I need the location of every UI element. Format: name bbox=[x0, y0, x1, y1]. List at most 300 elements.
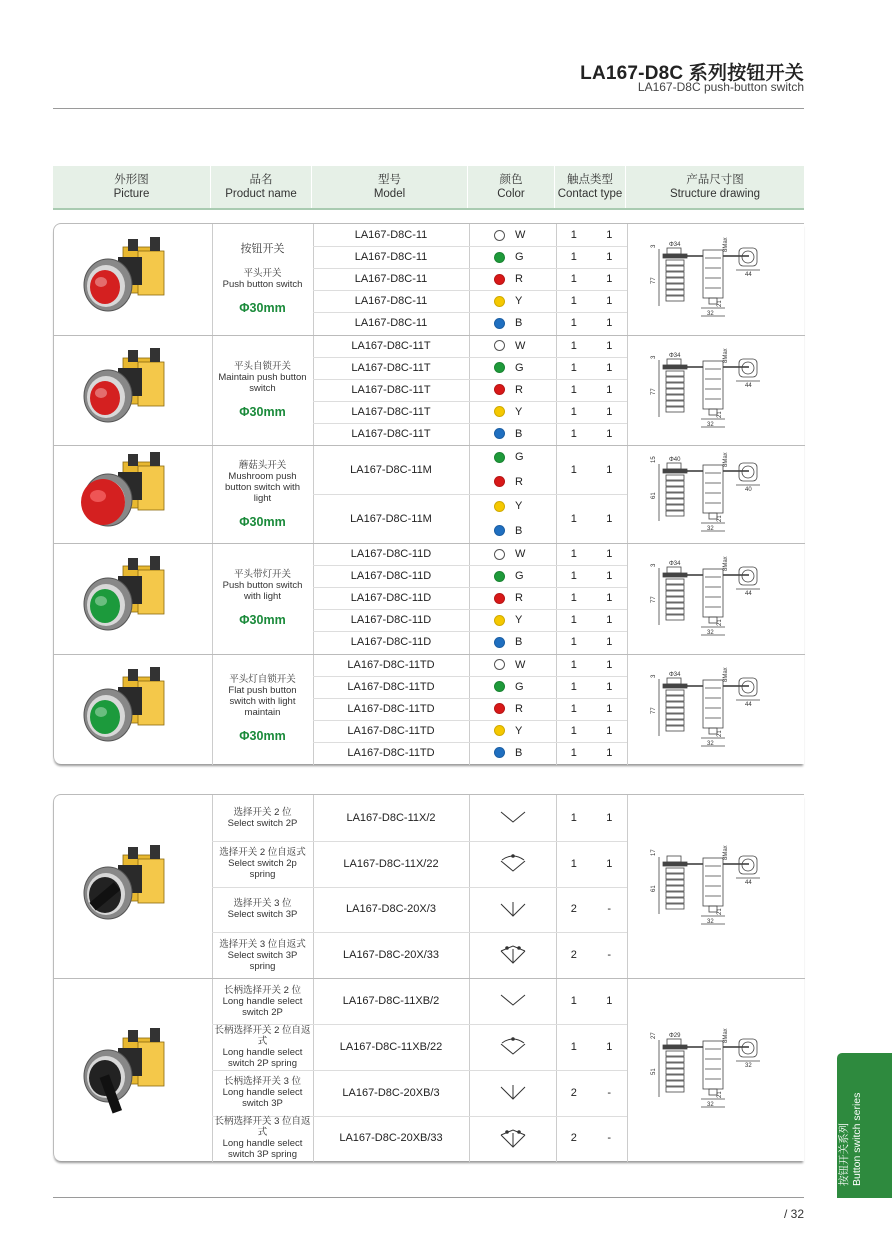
contact-cell bbox=[556, 268, 627, 290]
contact-nc: 1 bbox=[606, 361, 613, 374]
contact-nc: 1 bbox=[606, 658, 613, 671]
product-name bbox=[212, 978, 313, 1024]
contact-cell bbox=[556, 379, 627, 401]
position-symbol-icon bbox=[498, 944, 528, 966]
product-name bbox=[212, 224, 313, 335]
series-side-tab bbox=[837, 1053, 892, 1198]
color-code: R bbox=[515, 273, 523, 286]
svg-text:Φ34: Φ34 bbox=[669, 352, 681, 359]
contact-cell bbox=[556, 587, 627, 609]
contact-nc: 1 bbox=[606, 463, 613, 476]
product-size: Φ30mm bbox=[239, 514, 286, 529]
contact-nc: 1 bbox=[606, 548, 613, 561]
svg-text:21: 21 bbox=[717, 515, 723, 522]
color-cell bbox=[469, 423, 556, 445]
selector-switch-photo bbox=[78, 837, 188, 937]
contact-cell bbox=[556, 631, 627, 653]
contact-cell bbox=[556, 887, 627, 933]
contact-cell bbox=[556, 290, 627, 312]
color-cell bbox=[469, 742, 556, 764]
product-size: Φ30mm bbox=[239, 404, 286, 419]
contact-cell bbox=[556, 742, 627, 764]
model-cell: LA167-D8C-11M bbox=[350, 463, 432, 476]
contact-no: 1 bbox=[570, 614, 577, 627]
contact-nc: 1 bbox=[606, 702, 613, 715]
color-cell bbox=[469, 543, 556, 565]
svg-text:8Max: 8Max bbox=[723, 452, 729, 467]
product-name-text: 选择开关 3 位自返式 Select switch 3P spring bbox=[219, 938, 306, 972]
svg-text:Φ34: Φ34 bbox=[669, 671, 681, 678]
product-name-text: 长柄选择开关 3 位 Long handle select switch 3P bbox=[222, 1076, 303, 1110]
model-cell: LA167-D8C-11 bbox=[354, 273, 428, 286]
product-name-text: 长柄选择开关 3 位自返式 Long handle select switch 3P spring bbox=[214, 1116, 311, 1161]
color-cell bbox=[469, 312, 556, 334]
product-name bbox=[212, 1116, 313, 1162]
color-cell bbox=[469, 224, 556, 246]
color-code: G bbox=[515, 361, 524, 374]
svg-text:32: 32 bbox=[707, 526, 714, 532]
page-title: LA167-D8C 系列按钮开关 bbox=[580, 63, 804, 84]
model-cell: LA167-D8C-11TD bbox=[347, 702, 435, 715]
color-code: R bbox=[515, 383, 523, 396]
color-code: R bbox=[515, 592, 523, 605]
contact-nc: - bbox=[607, 949, 612, 962]
contact-no: 1 bbox=[570, 512, 577, 525]
color-cell bbox=[469, 609, 556, 631]
contact-no: 1 bbox=[570, 405, 577, 418]
structure-drawing bbox=[641, 449, 791, 539]
color-dot bbox=[494, 703, 505, 714]
model-cell: LA167-D8C-11X/22 bbox=[343, 857, 439, 870]
contact-cell bbox=[556, 609, 627, 631]
svg-text:8Max: 8Max bbox=[723, 348, 729, 363]
contact-cell bbox=[556, 357, 627, 379]
svg-text:17: 17 bbox=[651, 848, 657, 856]
svg-text:Φ29: Φ29 bbox=[669, 1032, 681, 1039]
color-cell bbox=[469, 290, 556, 312]
contact-nc: 1 bbox=[606, 405, 613, 418]
model-cell: LA167-D8C-11 bbox=[354, 229, 428, 242]
model-cell: LA167-D8C-11M bbox=[350, 512, 432, 525]
contact-cell bbox=[556, 795, 627, 841]
color-code: G bbox=[515, 251, 524, 264]
color-dot bbox=[494, 428, 505, 439]
contact-cell bbox=[556, 978, 627, 1024]
color-code: G bbox=[515, 680, 524, 693]
color-dot bbox=[494, 615, 505, 626]
svg-text:32: 32 bbox=[745, 1062, 752, 1069]
contact-nc: - bbox=[607, 1132, 612, 1145]
svg-text:44: 44 bbox=[745, 701, 752, 708]
contact-nc: 1 bbox=[606, 995, 613, 1008]
contact-nc: 1 bbox=[606, 592, 613, 605]
color-code: G bbox=[515, 451, 524, 464]
svg-text:3: 3 bbox=[651, 355, 657, 359]
contact-no: 1 bbox=[570, 570, 577, 583]
contact-no: 1 bbox=[570, 463, 577, 476]
color-code: B bbox=[515, 524, 523, 537]
contact-no: 1 bbox=[570, 383, 577, 396]
contact-nc: 1 bbox=[606, 229, 613, 242]
color-dot bbox=[494, 230, 505, 241]
color-code: R bbox=[515, 475, 523, 488]
svg-text:21: 21 bbox=[717, 1091, 723, 1098]
contact-cell bbox=[556, 423, 627, 445]
contact-cell bbox=[556, 932, 627, 978]
color-cell bbox=[469, 379, 556, 401]
color-dot bbox=[494, 252, 505, 263]
svg-text:8Max: 8Max bbox=[723, 667, 729, 682]
color-option bbox=[494, 451, 524, 463]
svg-text:77: 77 bbox=[651, 277, 657, 285]
color-code: B bbox=[515, 317, 523, 330]
product-name bbox=[212, 445, 313, 543]
contact-nc: 1 bbox=[606, 295, 613, 308]
push-button-photo bbox=[78, 548, 188, 648]
model-cell: LA167-D8C-11XB/22 bbox=[339, 1040, 443, 1053]
svg-text:3: 3 bbox=[651, 674, 657, 678]
contact-cell bbox=[556, 445, 627, 494]
color-dot bbox=[494, 296, 505, 307]
color-option bbox=[494, 525, 522, 537]
model-cell: LA167-D8C-11TD bbox=[347, 746, 435, 759]
color-dot bbox=[494, 274, 505, 285]
model-cell: LA167-D8C-11TD bbox=[347, 724, 435, 737]
model-cell: LA167-D8C-11 bbox=[354, 295, 428, 308]
contact-cell bbox=[556, 1070, 627, 1116]
product-name-en: 平头开关 Push button switch bbox=[222, 268, 303, 291]
position-symbol-icon bbox=[498, 990, 528, 1012]
color-code: R bbox=[515, 702, 523, 715]
structure-drawing bbox=[641, 234, 791, 324]
push-button-photo bbox=[78, 659, 188, 759]
color-dot bbox=[494, 549, 505, 560]
color-code: W bbox=[515, 548, 526, 561]
svg-text:32: 32 bbox=[707, 630, 714, 637]
contact-cell bbox=[556, 246, 627, 268]
contact-nc: 1 bbox=[606, 339, 613, 352]
svg-text:32: 32 bbox=[707, 740, 714, 747]
svg-text:21: 21 bbox=[717, 300, 723, 308]
contact-no: 1 bbox=[570, 361, 577, 374]
contact-cell bbox=[556, 494, 627, 543]
model-cell: LA167-D8C-11T bbox=[351, 427, 431, 440]
color-option bbox=[494, 476, 523, 488]
header-picture: 外形图 Picture bbox=[53, 166, 211, 208]
svg-text:Φ34: Φ34 bbox=[669, 561, 681, 568]
contact-no: 1 bbox=[570, 273, 577, 286]
svg-text:32: 32 bbox=[707, 1101, 714, 1108]
contact-no: 1 bbox=[570, 548, 577, 561]
product-name bbox=[212, 887, 313, 933]
contact-cell bbox=[556, 676, 627, 698]
push-button-table bbox=[53, 223, 804, 764]
contact-nc: 1 bbox=[606, 427, 613, 440]
product-name-text: 长柄选择开关 2 位自返式 Long handle select switch 2P spring bbox=[214, 1024, 311, 1069]
color-dot bbox=[494, 571, 505, 582]
product-name bbox=[212, 1024, 313, 1070]
position-symbol-icon bbox=[498, 807, 528, 829]
product-name bbox=[212, 335, 313, 446]
contact-nc: 1 bbox=[606, 273, 613, 286]
model-cell: LA167-D8C-11X/2 bbox=[346, 811, 436, 824]
color-cell bbox=[469, 676, 556, 698]
contact-nc: 1 bbox=[606, 570, 613, 583]
color-cell bbox=[469, 357, 556, 379]
svg-text:32: 32 bbox=[707, 311, 714, 318]
position-symbol-icon bbox=[498, 853, 528, 875]
contact-no: 1 bbox=[570, 427, 577, 440]
push-button-photo bbox=[78, 444, 188, 544]
model-cell: LA167-D8C-11T bbox=[351, 405, 431, 418]
side-tab-cn: 按钮开关系列 bbox=[838, 1123, 850, 1186]
color-option bbox=[494, 500, 522, 512]
product-name bbox=[212, 654, 313, 765]
contact-no: 1 bbox=[570, 724, 577, 737]
contact-no: 1 bbox=[570, 702, 577, 715]
product-name-en: 平头带灯开关 Push button switch with light bbox=[222, 569, 303, 603]
contact-nc: 1 bbox=[606, 746, 613, 759]
contact-nc: 1 bbox=[606, 857, 613, 870]
structure-drawing bbox=[641, 664, 791, 754]
svg-text:21: 21 bbox=[717, 730, 723, 737]
header-divider bbox=[53, 108, 804, 109]
contact-no: 1 bbox=[570, 857, 577, 870]
contact-cell bbox=[556, 1024, 627, 1070]
svg-text:8Max: 8Max bbox=[723, 844, 729, 860]
model-cell: LA167-D8C-11XB/2 bbox=[342, 995, 440, 1008]
product-name-cn: 按钮开关 bbox=[240, 243, 285, 256]
color-code: W bbox=[515, 658, 526, 671]
color-dot bbox=[494, 476, 505, 487]
contact-nc: 1 bbox=[606, 383, 613, 396]
contact-nc: - bbox=[607, 903, 612, 916]
footer-divider bbox=[53, 1197, 804, 1198]
contact-cell bbox=[556, 565, 627, 587]
product-name-text: 选择开关 2 位自返式 Select switch 2p spring bbox=[219, 847, 306, 881]
contact-no: 1 bbox=[570, 658, 577, 671]
svg-text:8Max: 8Max bbox=[723, 237, 729, 253]
svg-text:3: 3 bbox=[651, 244, 657, 249]
contact-no: 1 bbox=[570, 811, 577, 824]
header-model: 型号 Model bbox=[312, 166, 468, 208]
color-cell bbox=[469, 565, 556, 587]
contact-nc: 1 bbox=[606, 512, 613, 525]
svg-text:44: 44 bbox=[745, 591, 752, 598]
contact-no: 1 bbox=[570, 339, 577, 352]
contact-no: 1 bbox=[570, 680, 577, 693]
model-cell: LA167-D8C-20X/33 bbox=[342, 949, 439, 962]
push-button-photo bbox=[78, 229, 188, 329]
side-tab-en: Button switch series bbox=[851, 1092, 863, 1186]
product-size: Φ30mm bbox=[239, 729, 286, 744]
svg-text:21: 21 bbox=[717, 411, 723, 418]
contact-no: 2 bbox=[570, 1086, 577, 1099]
product-name-text: 长柄选择开关 2 位 Long handle select switch 2P bbox=[222, 984, 303, 1018]
contact-nc: 1 bbox=[606, 1040, 613, 1053]
contact-no: 2 bbox=[570, 903, 577, 916]
color-cell bbox=[469, 401, 556, 423]
contact-cell bbox=[556, 335, 627, 357]
color-dot bbox=[494, 681, 505, 692]
model-cell: LA167-D8C-20X/3 bbox=[346, 903, 436, 916]
color-dot bbox=[494, 362, 505, 373]
svg-text:44: 44 bbox=[745, 272, 752, 279]
product-size: Φ30mm bbox=[239, 301, 286, 316]
model-cell: LA167-D8C-11 bbox=[354, 317, 428, 330]
color-cell bbox=[469, 268, 556, 290]
svg-text:32: 32 bbox=[707, 918, 714, 925]
contact-nc: 1 bbox=[606, 251, 613, 264]
model-cell: LA167-D8C-11D bbox=[350, 548, 432, 561]
color-dot bbox=[494, 384, 505, 395]
product-name-en: 平头自锁开关 Maintain push button switch bbox=[218, 360, 307, 394]
contact-no: 1 bbox=[570, 317, 577, 330]
contact-cell bbox=[556, 698, 627, 720]
contact-no: 1 bbox=[570, 636, 577, 649]
contact-cell bbox=[556, 401, 627, 423]
product-name bbox=[212, 1070, 313, 1116]
contact-cell bbox=[556, 224, 627, 246]
color-cell bbox=[469, 246, 556, 268]
contact-no: 1 bbox=[570, 995, 577, 1008]
svg-text:61: 61 bbox=[651, 492, 657, 499]
contact-no: 2 bbox=[570, 1132, 577, 1145]
svg-text:3: 3 bbox=[651, 563, 657, 568]
contact-cell bbox=[556, 1116, 627, 1162]
structure-drawing bbox=[641, 1025, 791, 1115]
color-cell bbox=[469, 445, 556, 494]
product-name bbox=[212, 841, 313, 887]
product-name-text: 选择开关 3 位 Select switch 3P bbox=[227, 898, 298, 921]
contact-nc: 1 bbox=[606, 317, 613, 330]
model-cell: LA167-D8C-11D bbox=[350, 636, 432, 649]
svg-text:32: 32 bbox=[707, 421, 714, 428]
svg-text:61: 61 bbox=[651, 884, 657, 892]
color-cell bbox=[469, 698, 556, 720]
model-cell: LA167-D8C-20XB/33 bbox=[339, 1132, 443, 1145]
svg-text:77: 77 bbox=[651, 596, 657, 604]
structure-drawing bbox=[641, 553, 791, 643]
push-button-photo bbox=[78, 340, 188, 440]
svg-text:40: 40 bbox=[745, 487, 752, 493]
svg-text:51: 51 bbox=[651, 1068, 657, 1075]
contact-nc: 1 bbox=[606, 614, 613, 627]
structure-drawing bbox=[641, 345, 791, 435]
header-structure-drawing: 产品尺寸图 Structure drawing bbox=[669, 174, 761, 200]
header-product-name: 品名 Product name bbox=[211, 166, 312, 208]
contact-cell bbox=[556, 720, 627, 742]
color-dot bbox=[494, 637, 505, 648]
contact-nc: 1 bbox=[606, 811, 613, 824]
position-symbol-icon bbox=[498, 1036, 528, 1058]
color-dot bbox=[494, 340, 505, 351]
svg-text:Φ34: Φ34 bbox=[669, 242, 681, 249]
model-cell: LA167-D8C-11D bbox=[350, 570, 432, 583]
color-code: W bbox=[515, 339, 526, 352]
position-symbol-icon bbox=[498, 1082, 528, 1104]
structure-drawing bbox=[641, 842, 791, 932]
svg-text:15: 15 bbox=[651, 456, 657, 463]
contact-no: 2 bbox=[570, 949, 577, 962]
model-cell: LA167-D8C-11TD bbox=[347, 680, 435, 693]
color-dot bbox=[494, 593, 505, 604]
model-cell: LA167-D8C-11 bbox=[354, 251, 428, 264]
svg-text:44: 44 bbox=[745, 382, 752, 389]
color-dot bbox=[494, 725, 505, 736]
svg-text:8Max: 8Max bbox=[723, 556, 729, 572]
svg-text:Φ40: Φ40 bbox=[669, 457, 681, 463]
product-size: Φ30mm bbox=[239, 613, 286, 628]
color-code: Y bbox=[515, 500, 523, 513]
model-cell: LA167-D8C-11D bbox=[350, 592, 432, 605]
contact-no: 1 bbox=[570, 229, 577, 242]
color-code: Y bbox=[515, 614, 523, 627]
contact-nc: 1 bbox=[606, 636, 613, 649]
color-code: Y bbox=[515, 295, 523, 308]
page-subtitle: LA167-D8C push-button switch bbox=[637, 80, 804, 94]
color-code: B bbox=[515, 427, 523, 440]
svg-text:77: 77 bbox=[651, 388, 657, 395]
model-cell: LA167-D8C-11T bbox=[351, 339, 431, 352]
header-contact-type: 触点类型 Contact type bbox=[555, 166, 626, 208]
column-divider bbox=[627, 224, 628, 765]
product-name-en: 蘑菇头开关 Mushroom push button switch with light bbox=[225, 459, 300, 504]
contact-no: 1 bbox=[570, 746, 577, 759]
product-name bbox=[212, 932, 313, 978]
svg-text:44: 44 bbox=[745, 879, 752, 886]
model-cell: LA167-D8C-20XB/3 bbox=[342, 1086, 440, 1099]
product-name bbox=[212, 795, 313, 841]
color-dot bbox=[494, 525, 505, 536]
product-name-text: 选择开关 2 位 Select switch 2P bbox=[227, 806, 298, 829]
contact-cell bbox=[556, 654, 627, 676]
svg-text:21: 21 bbox=[717, 619, 723, 627]
page-number: / 32 bbox=[783, 1207, 804, 1221]
color-code: B bbox=[515, 636, 523, 649]
model-cell: LA167-D8C-11T bbox=[351, 383, 431, 396]
position-symbol-icon bbox=[498, 899, 528, 921]
contact-cell bbox=[556, 841, 627, 887]
position-symbol-icon bbox=[498, 1128, 528, 1150]
header-color: 颜色 Color bbox=[468, 166, 555, 208]
product-name bbox=[212, 543, 313, 654]
color-code: W bbox=[515, 229, 526, 242]
color-cell bbox=[469, 720, 556, 742]
model-cell: LA167-D8C-11T bbox=[351, 361, 431, 374]
product-name-en: 平头灯自锁开关 Flat push button switch with light maintain bbox=[228, 674, 297, 719]
color-code: G bbox=[515, 570, 524, 583]
contact-cell bbox=[556, 312, 627, 334]
model-cell: LA167-D8C-11D bbox=[350, 614, 432, 627]
contact-nc: 1 bbox=[606, 680, 613, 693]
color-code: Y bbox=[515, 405, 523, 418]
color-dot bbox=[494, 747, 505, 758]
contact-no: 1 bbox=[570, 592, 577, 605]
color-dot bbox=[494, 406, 505, 417]
color-code: Y bbox=[515, 724, 523, 737]
contact-nc: 1 bbox=[606, 724, 613, 737]
model-cell: LA167-D8C-11TD bbox=[347, 658, 435, 671]
contact-cell bbox=[556, 543, 627, 565]
color-code: B bbox=[515, 746, 523, 759]
color-cell bbox=[469, 587, 556, 609]
color-cell bbox=[469, 654, 556, 676]
selector-switch-table bbox=[53, 794, 804, 1161]
contact-nc: - bbox=[607, 1086, 612, 1099]
contact-no: 1 bbox=[570, 295, 577, 308]
svg-text:21: 21 bbox=[717, 907, 723, 915]
